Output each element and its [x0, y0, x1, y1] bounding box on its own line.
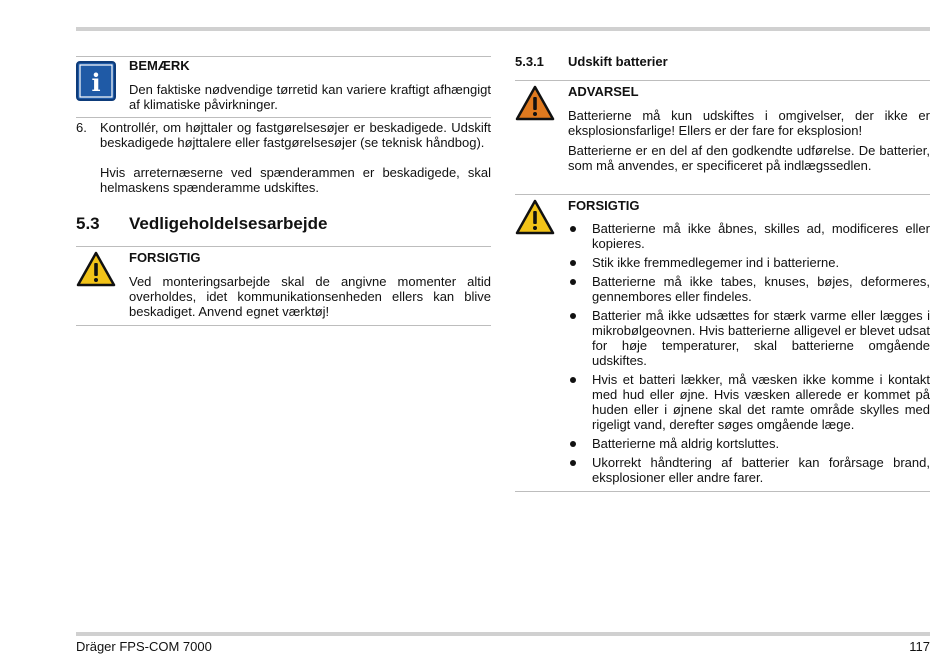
note-text: Den faktiske nødvendige tørretid kan variere kraftigt afhængigt af klimatiske påvirkninger. [129, 82, 491, 112]
caution-text: Ved monteringsarbejde skal de angivne momenter altid overholdes, idet kommunikationsenheden ellers kan blive beskadiget. Anvend egnet værktøj! [129, 274, 491, 319]
caution-bottom-rule [76, 325, 491, 326]
caution-triangle-icon [76, 251, 116, 287]
warning-para-1: Batterierne må kun udskiftes i omgivelser, der ikke er eksplosionsfarlige! Ellers er der fare for eksplosion! [568, 108, 930, 138]
caution-triangle-icon [515, 199, 555, 235]
subsection-title: Udskift batterier [568, 54, 668, 69]
step-number: 6. [76, 120, 87, 135]
section-title: Vedligeholdelsesarbejde [129, 214, 328, 233]
list-item: Stik ikke fremmedlegemer ind i batterierne. [568, 255, 930, 270]
info-icon [76, 61, 116, 101]
list-item: Batterierne må ikke åbnes, skilles ad, modificeres eller kopieres. [568, 221, 930, 251]
warning-para-2: Batterierne er en del af den godkendte udførelse. De batterier, som må anvendes, er specificeret på indlægssedlen. [568, 143, 930, 173]
list-item: Batterierne må aldrig kortsluttes. [568, 436, 930, 451]
warning-top-rule [515, 80, 930, 81]
caution-top-rule [76, 246, 491, 247]
subsection-number: 5.3.1 [515, 54, 544, 69]
caution-title: FORSIGTIG [568, 198, 640, 213]
list-item: Ukorrekt håndtering af batterier kan forårsage brand, eksplosioner eller andre farer. [568, 455, 930, 485]
footer-rule [76, 632, 930, 636]
warning-bottom-rule [515, 194, 930, 195]
page-number: 117 [909, 639, 930, 654]
warning-title: ADVARSEL [568, 84, 639, 99]
note-bottom-rule [76, 117, 491, 118]
list-item: Batterier må ikke udsættes for stærk varme eller lægges i mikrobølgeovnen. Hvis batterierne alligevel er blevet udsat for høje temperaturer, skal batterierne omgående udskiftes. [568, 308, 930, 368]
footer-product: Dräger FPS-COM 7000 [76, 639, 212, 654]
note-title: BEMÆRK [129, 58, 190, 73]
caution-bottom-rule [515, 491, 930, 492]
section-number: 5.3 [76, 214, 100, 233]
step-text-2: Hvis arreternæserne ved spænderammen er beskadigede, skal helmaskens spænderamme udskiftes. [100, 165, 491, 195]
step-text: Kontrollér, om højttaler og fastgørelsesøjer er beskadigede. Udskift beskadigede højttalere eller fastgørelsesøjer (se teknisk håndbog). [100, 120, 491, 150]
list-item: Batterierne må ikke tabes, knuses, bøjes, deformeres, gennembores eller findeles. [568, 274, 930, 304]
warning-triangle-icon [515, 85, 555, 121]
note-top-rule [76, 56, 491, 57]
header-rule [76, 27, 930, 31]
svg-text:i: i [91, 68, 101, 97]
caution-list [568, 221, 930, 489]
list-item: Hvis et batteri lækker, må væsken ikke komme i kontakt med hud eller øjne. Hvis væsken allerede er kommet på huden eller i øjnene skal det ramte område skylles med rigeligt vand, derefter søges omgående læge. [568, 372, 930, 432]
caution-title: FORSIGTIG [129, 250, 201, 265]
